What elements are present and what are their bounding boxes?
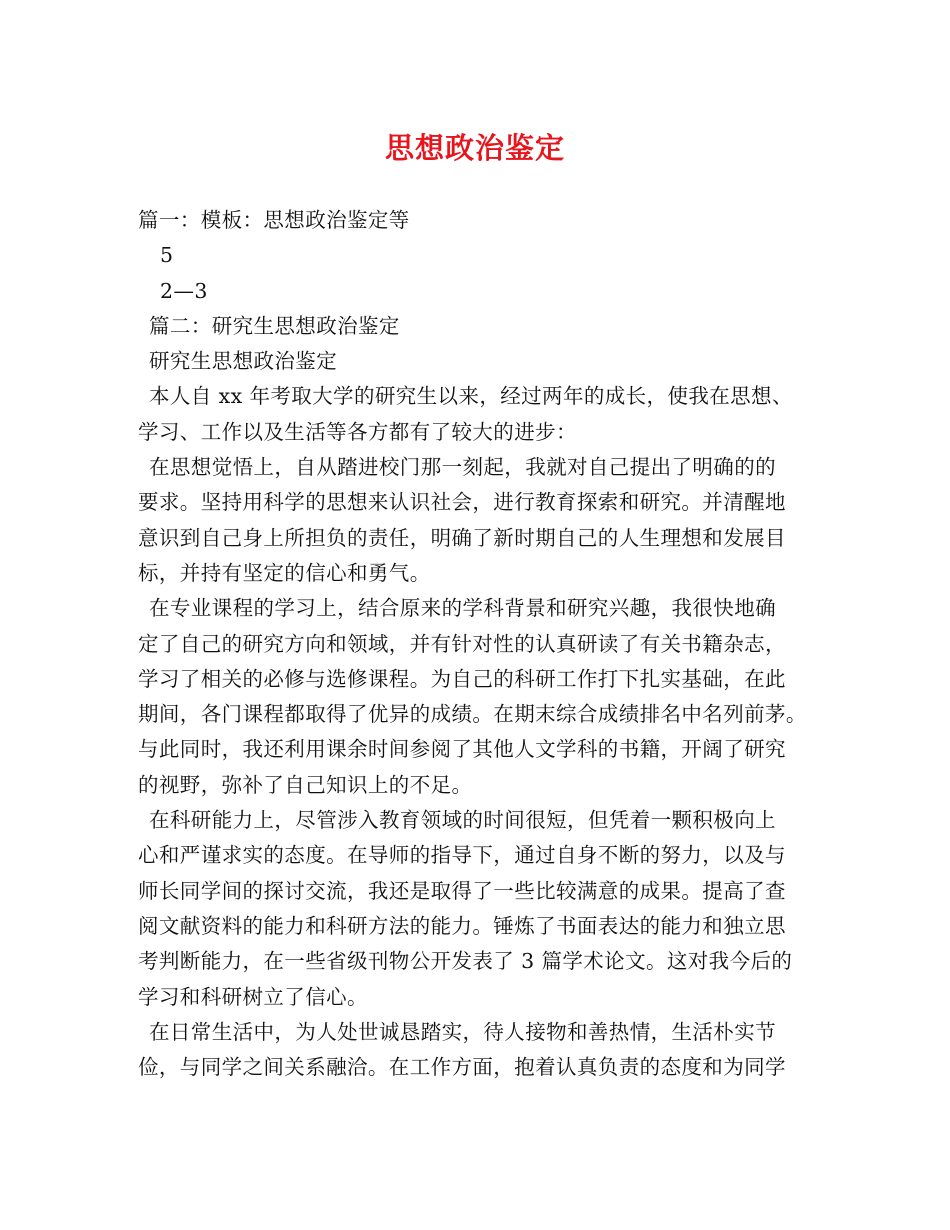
text-line: 学习和科研树立了信心。 bbox=[138, 984, 368, 1009]
document-title: 思想政治鉴定 bbox=[384, 131, 565, 165]
text-line: 篇二：研究生思想政治鉴定 bbox=[149, 313, 400, 338]
text-line: 在专业课程的学习上，结合原来的学科背景和研究兴趣，我很快地确 bbox=[149, 596, 776, 621]
text-line: 5 bbox=[160, 243, 174, 268]
text-line: 本人自 xx 年考取大学的研究生以来，经过两年的成长，使我在思想、 bbox=[149, 384, 793, 409]
text-line: 的视野，弥补了自己知识上的不足。 bbox=[138, 772, 473, 797]
text-line: 俭，与同学之间关系融洽。在工作方面，抱着认真负责的态度和为同学 bbox=[138, 1055, 786, 1080]
text-line: 篇一：模板：思想政治鉴定等 bbox=[138, 208, 410, 232]
text-line: 在日常生活中，为人处世诚恳踏实，待人接物和善热情，生活朴实节 bbox=[149, 1019, 776, 1044]
text-line: 心和严谨求实的态度。在导师的指导下，通过自身不断的努力，以及与 bbox=[138, 843, 786, 868]
text-line: 标，并持有坚定的信心和勇气。 bbox=[138, 560, 431, 585]
text-line: 意识到自己身上所担负的责任，明确了新时期自己的人生理想和发展目 bbox=[138, 525, 786, 550]
text-line: 在思想觉悟上，自从踏进校门那一刻起，我就对自己提出了明确的的 bbox=[149, 455, 776, 480]
text-line: 定了自己的研究方向和领域，并有针对性的认真研读了有关书籍杂志， bbox=[138, 631, 786, 656]
text-line: 期间，各门课程都取得了优异的成绩。在期末综合成绩排名中名列前茅。 bbox=[138, 702, 807, 727]
text-line: 学习、工作以及生活等各方都有了较大的进步： bbox=[138, 419, 577, 444]
text-line: 研究生思想政治鉴定 bbox=[149, 349, 338, 374]
text-line: 与此同时，我还利用课余时间参阅了其他人文学科的书籍，开阔了研究 bbox=[138, 737, 786, 762]
text-line: 2—3 bbox=[160, 278, 208, 303]
text-line: 学习了相关的必修与选修课程。为自己的科研工作打下扎实基础，在此 bbox=[138, 666, 786, 691]
text-line: 师长同学间的探讨交流，我还是取得了一些比较满意的成果。提高了查 bbox=[138, 878, 786, 903]
text-line: 在科研能力上，尽管涉入教育领域的时间很短，但凭着一颗积极向上 bbox=[149, 808, 776, 833]
document-body bbox=[138, 203, 828, 1085]
text-line: 阅文献资料的能力和科研方法的能力。锤炼了书面表达的能力和独立思 bbox=[138, 913, 786, 938]
text-line: 考判断能力，在一些省级刊物公开发表了 3 篇学术论文。这对我今后的 bbox=[138, 949, 793, 974]
text-line: 要求。坚持用科学的思想来认识社会，进行教育探索和研究。并清醒地 bbox=[138, 490, 786, 515]
